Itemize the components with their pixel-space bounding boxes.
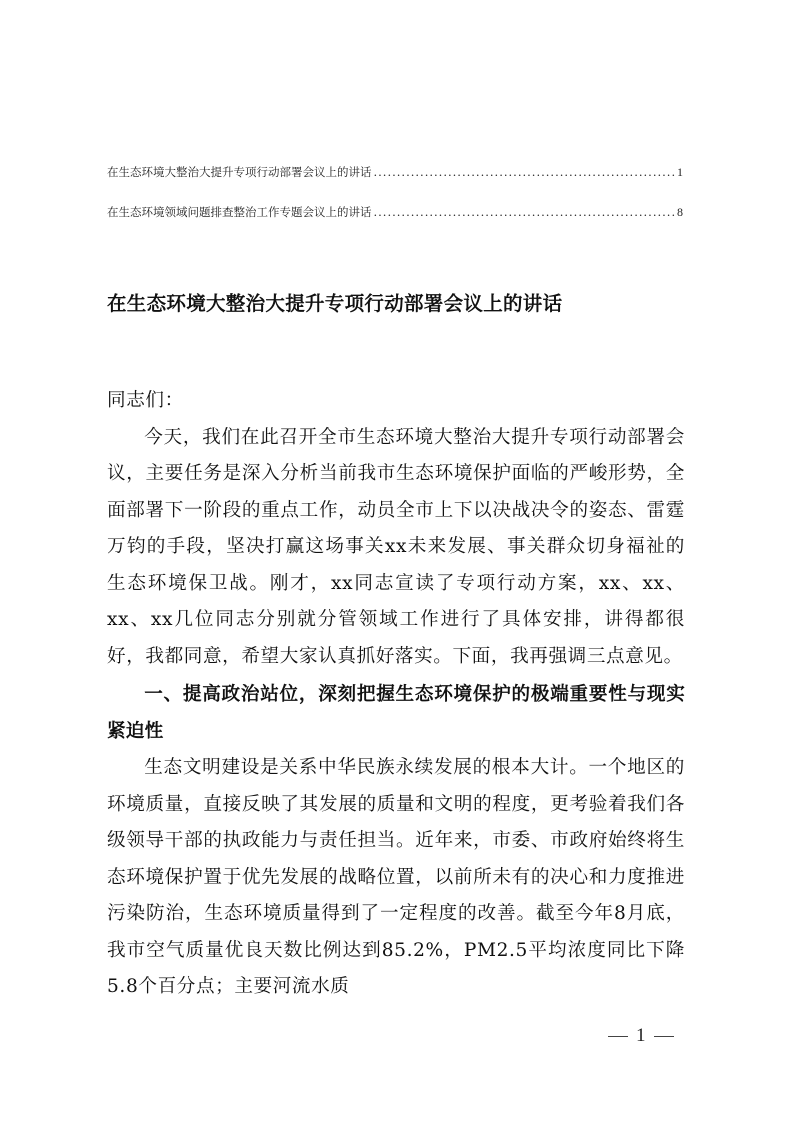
toc-entry[interactable] [107, 204, 683, 220]
toc-entry-title[interactable]: 在生态环境大整治大提升专项行动部署会议上的讲话 [107, 165, 372, 179]
salutation: 同志们： [107, 390, 184, 411]
body-paragraph: 生态文明建设是关系中华民族永续发展的根本大计。一个地区的环境质量，直接反映了其发展的质量和文明的程度，更考验着我们各级领导干部的执政能力与责任担当。近年来，市委、市政府始终将生态环境保护置于优先发展的战略位置，以前所未有的决心和力度推进污染防治，生态环境质量得到了一定程度的改善。截至今年8月底，我市空气质量优良天数比例达到85.2%，PM2.5平均浓度同比下降5.8个百分点；主要河流水质 [107, 757, 685, 997]
section-heading: 一、提高政治站位，深刻把握生态环境保护的极端重要性与现实紧迫性 [107, 684, 685, 742]
document-body [107, 383, 685, 1006]
document-title: 在生态环境大整治大提升专项行动部署会议上的讲话 [107, 292, 563, 315]
page-dash-right [654, 1036, 674, 1038]
page-number [600, 1025, 682, 1047]
toc-leader-dots [374, 165, 676, 179]
page-number-value: 1 [636, 1025, 646, 1046]
toc-entry-page: 1 [677, 165, 683, 179]
toc-entry[interactable] [107, 164, 683, 180]
toc-leader-dots [374, 205, 676, 219]
toc-entry-page: 8 [677, 205, 683, 219]
page-dash-left [608, 1036, 628, 1038]
body-paragraph: 今天，我们在此召开全市生态环境大整治大提升专项行动部署会议，主要任务是深入分析当前我市生态环境保护面临的严峻形势，全面部署下一阶段的重点工作，动员全市上下以决战决令的姿态、雷霆万钧的手段，坚决打赢这场事关xx未来发展、事关群众切身福祉的生态环境保卫战。刚才，xx同志宣读了专项行动方案，xx、xx、xx、xx几位同志分别就分管领域工作进行了具体安排，讲得都很好，我都同意，希望大家认真抓好落实。下面，我再强调三点意见。 [107, 426, 685, 667]
toc-entry-title[interactable]: 在生态环境领域问题排查整治工作专题会议上的讲话 [107, 205, 372, 219]
